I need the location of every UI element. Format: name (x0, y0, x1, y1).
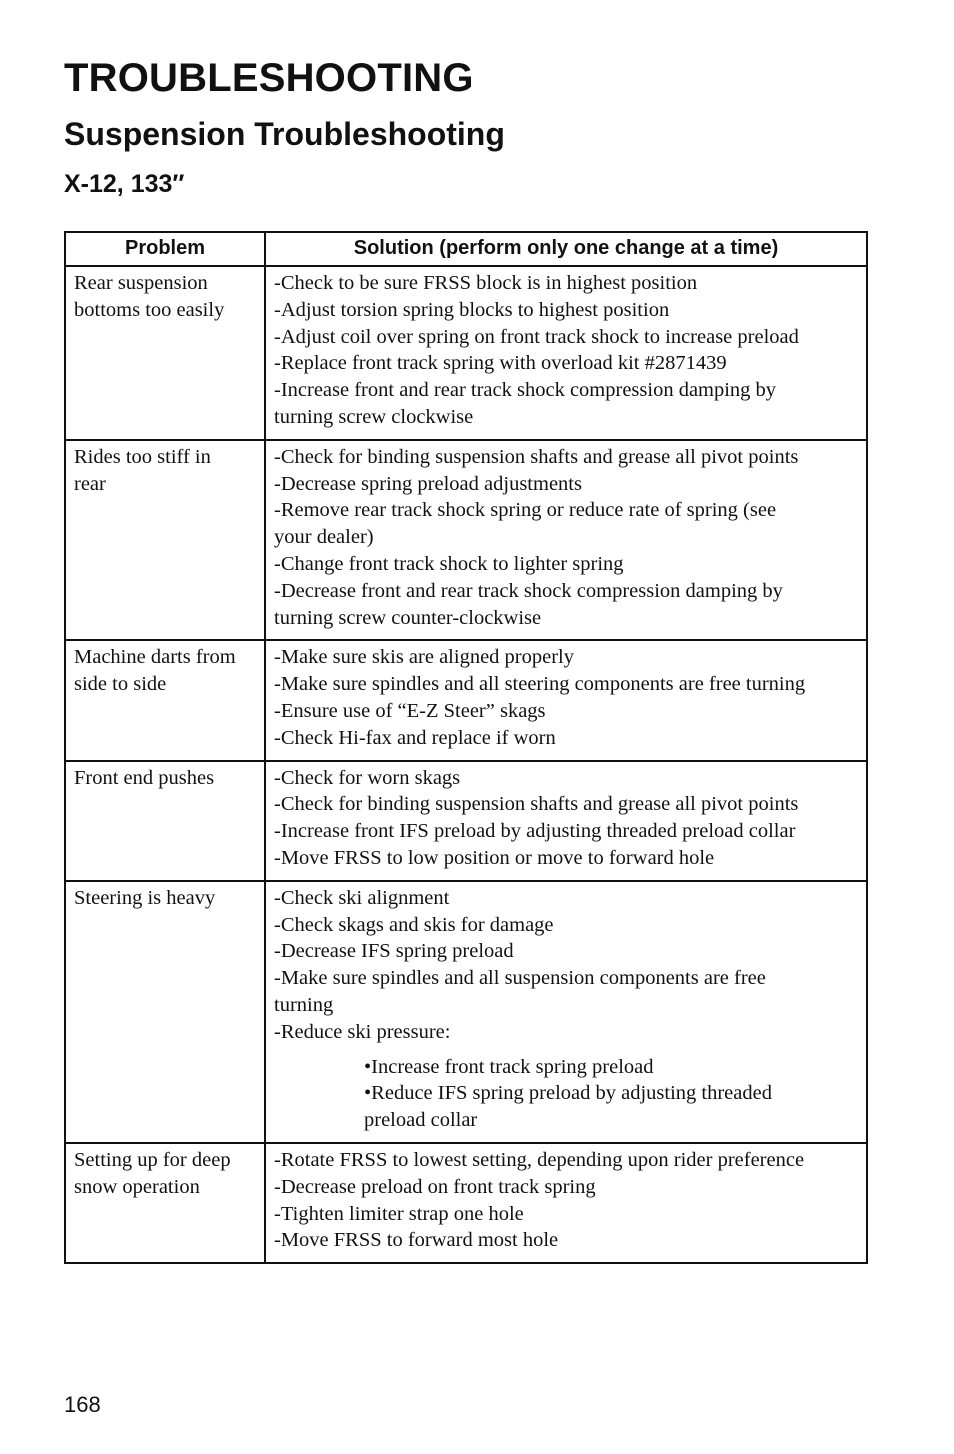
table-row (65, 761, 867, 881)
problem-text: rear (74, 472, 106, 495)
solution-header: Solution (perform only one change at a time) (265, 232, 867, 266)
solution-sub-item: preload collar (364, 1109, 478, 1132)
solution-line: -Replace front track spring with overload kit #2871439 (274, 352, 727, 375)
solution-sub-list (274, 1054, 860, 1134)
problem-cell (65, 440, 265, 641)
solution-line: -Check for worn skags (274, 766, 461, 789)
solution-line: -Reduce ski pressure: (274, 1020, 451, 1043)
solution-line: -Remove rear track shock spring or reduce rate of spring (see (274, 499, 777, 522)
problem-text: Setting up for deep (74, 1148, 231, 1171)
solution-line: -Adjust coil over spring on front track shock to increase preload (274, 325, 799, 348)
page-number: 168 (64, 1392, 101, 1417)
solution-line: -Make sure spindles and all steering components are free turning (274, 673, 806, 696)
solution-cell (265, 881, 867, 1143)
solution-line: -Tighten limiter strap one hole (274, 1202, 524, 1225)
solution-line: -Decrease IFS spring preload (274, 940, 514, 963)
solution-line: -Increase front and rear track shock compression damping by (274, 379, 777, 402)
solution-line: -Change front track shock to lighter spring (274, 552, 624, 575)
solution-cell (265, 440, 867, 641)
solution-cell (265, 640, 867, 760)
solution-line: -Check for binding suspension shafts and grease all pivot points (274, 793, 799, 816)
table-row (65, 640, 867, 760)
solution-cell (265, 761, 867, 881)
solution-line: -Move FRSS to forward most hole (274, 1229, 559, 1252)
table-header-row (65, 232, 867, 266)
problem-header: Problem (65, 232, 265, 266)
table-row (65, 266, 867, 440)
problem-text: bottoms too easily (74, 298, 225, 321)
solution-sub-item: •Increase front track spring preload (364, 1055, 654, 1078)
problem-text: Rear suspension (74, 272, 208, 294)
subsection-title: Suspension Troubleshooting (64, 116, 505, 152)
solution-line: -Check Hi-fax and replace if worn (274, 726, 556, 749)
solution-sub-item: •Reduce IFS spring preload by adjusting threaded (364, 1082, 772, 1105)
problem-cell (65, 1143, 265, 1263)
solution-line: -Decrease preload on front track spring (274, 1175, 596, 1198)
table-body (65, 266, 867, 1263)
solution-line: -Adjust torsion spring blocks to highest position (274, 298, 670, 321)
solution-line: -Rotate FRSS to lowest setting, depending upon rider preference (274, 1148, 805, 1171)
problem-cell (65, 266, 265, 440)
problem-text: side to side (74, 673, 167, 696)
model-title: X-12, 133″ (64, 170, 185, 198)
problem-text: Steering is heavy (74, 886, 216, 909)
problem-cell (65, 881, 265, 1143)
table-row (65, 440, 867, 641)
solution-line: -Check skags and skis for damage (274, 913, 554, 936)
solution-line: -Make sure skis are aligned properly (274, 646, 574, 669)
solution-line: -Check ski alignment (274, 886, 450, 909)
solution-line: -Make sure spindles and all suspension components are free (274, 967, 766, 990)
problem-cell (65, 640, 265, 760)
solution-line: -Increase front IFS preload by adjusting threaded preload collar (274, 820, 796, 843)
problem-text: Rides too stiff in (74, 445, 211, 468)
solution-line: turning screw clockwise (274, 405, 474, 428)
solution-line: -Ensure use of “E-Z Steer” skags (274, 699, 546, 722)
solution-line: -Decrease front and rear track shock compression damping by (274, 579, 783, 602)
problem-cell (65, 761, 265, 881)
problem-text: snow operation (74, 1175, 200, 1198)
solution-line: your dealer) (274, 526, 374, 549)
solution-line: turning screw counter-clockwise (274, 606, 542, 629)
solution-line: -Check to be sure FRSS block is in highest position (274, 272, 698, 294)
solution-line: -Check for binding suspension shafts and grease all pivot points (274, 445, 799, 468)
section-title: TROUBLESHOOTING (64, 56, 474, 100)
solution-cell (265, 266, 867, 440)
troubleshooting-table (64, 231, 868, 1264)
problem-text: Machine darts from (74, 646, 236, 669)
solution-cell (265, 1143, 867, 1263)
table-row (65, 1143, 867, 1263)
problem-text: Front end pushes (74, 766, 215, 789)
solution-line: turning (274, 993, 334, 1016)
solution-line: -Move FRSS to low position or move to forward hole (274, 846, 715, 869)
solution-line: -Decrease spring preload adjustments (274, 472, 582, 495)
table-row (65, 881, 867, 1143)
